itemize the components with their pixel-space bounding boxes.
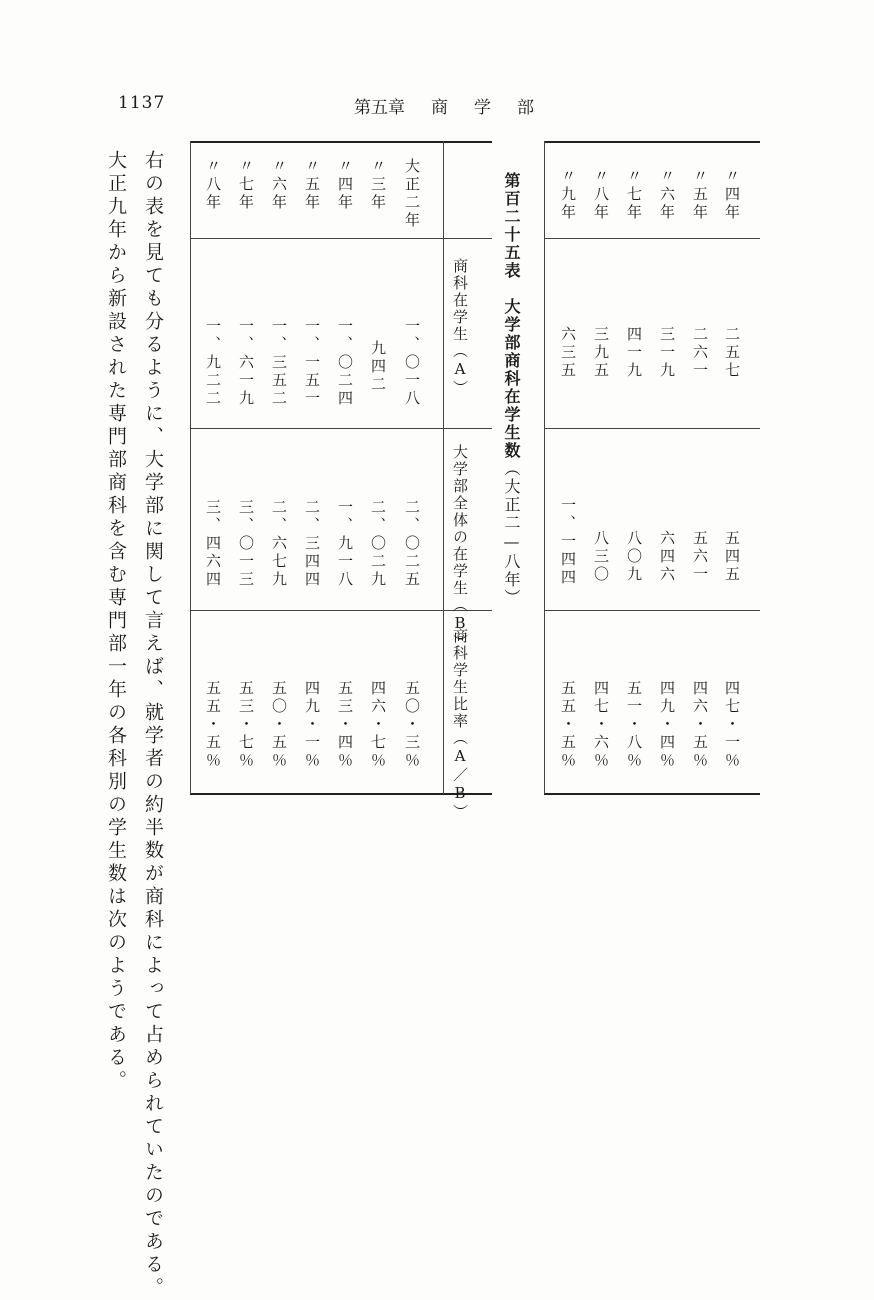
table-caption-period: （大正二—八年） xyxy=(502,460,521,607)
b-cell: 二、〇二九 xyxy=(369,499,387,589)
b-cell: 八〇九 xyxy=(625,530,643,584)
chapter-label: 第五章 xyxy=(354,98,405,118)
ratio-cell: 五〇・五％ xyxy=(270,680,288,770)
page-number: 1137 xyxy=(118,93,166,113)
year-cell: 〃五年 xyxy=(303,158,321,212)
row-divider-a xyxy=(544,428,760,429)
table-caption-main: 第百二十五表 大学部商科在学生数 xyxy=(502,172,521,460)
b-cell: 五四五 xyxy=(723,530,741,584)
body-paragraph-line: 右の表を見ても分るように、大学部に関して言えば、就学者の約半数が商科によって占められていたのである。 xyxy=(142,150,164,1300)
ratio-cell: 四九・四％ xyxy=(658,680,676,770)
a-cell: 一、〇一八 xyxy=(403,318,421,408)
header-a: 商科在学生（A） xyxy=(451,258,469,397)
row-divider-b xyxy=(190,610,492,611)
row-divider-year xyxy=(544,238,760,239)
year-cell: 〃三年 xyxy=(369,158,387,212)
year-cell: 〃七年 xyxy=(237,158,255,212)
header-ratio: 商科学生比率（A／B） xyxy=(451,628,469,821)
year-cell: 〃八年 xyxy=(592,168,610,222)
ratio-cell: 四七・一％ xyxy=(723,680,741,770)
table-left-bottom-rule xyxy=(190,793,492,795)
year-cell: 〃八年 xyxy=(204,158,222,212)
year-cell: 〃七年 xyxy=(625,168,643,222)
b-cell: 三、四六四 xyxy=(204,499,222,589)
b-cell: 五六一 xyxy=(691,530,709,584)
running-head xyxy=(354,93,534,118)
ratio-cell: 五三・四％ xyxy=(336,680,354,770)
a-cell: 四一九 xyxy=(625,326,643,380)
year-cell: 〃四年 xyxy=(723,168,741,222)
ratio-cell: 四九・一％ xyxy=(303,680,321,770)
a-cell: 一、〇二四 xyxy=(336,318,354,408)
row-divider-b xyxy=(544,610,760,611)
b-cell: 二、六七九 xyxy=(270,499,288,589)
ratio-cell: 五五・五％ xyxy=(559,680,577,770)
b-cell: 二、〇二五 xyxy=(403,499,421,589)
table-caption xyxy=(500,172,523,607)
a-cell: 一、一五一 xyxy=(303,318,321,408)
b-cell: 一、九一八 xyxy=(336,499,354,589)
row-divider-year xyxy=(190,238,492,239)
b-cell: 六四六 xyxy=(658,530,676,584)
a-cell: 二六一 xyxy=(691,326,709,380)
b-cell: 一、一四四 xyxy=(559,497,577,587)
chapter-title-char-1: 商 xyxy=(431,98,448,118)
header-b: 大学部全体の在学生（B） xyxy=(451,444,469,651)
year-cell: 〃九年 xyxy=(559,168,577,222)
year-cell: 〃五年 xyxy=(691,168,709,222)
b-cell: 三、〇一三 xyxy=(237,499,255,589)
ratio-cell: 五五・五％ xyxy=(204,680,222,770)
ratio-cell: 五〇・三％ xyxy=(403,680,421,770)
b-cell: 八三〇 xyxy=(592,530,610,584)
row-divider-a xyxy=(190,428,492,429)
ratio-cell: 五三・七％ xyxy=(237,680,255,770)
year-cell: 大正二年 xyxy=(403,158,421,230)
ratio-cell: 四六・五％ xyxy=(691,680,709,770)
ratio-cell: 四七・六％ xyxy=(592,680,610,770)
a-cell: 一、九二二 xyxy=(204,318,222,408)
table-right-bottom-rule xyxy=(544,793,760,795)
chapter-title-char-3: 部 xyxy=(517,98,534,118)
year-cell: 〃六年 xyxy=(270,158,288,212)
chapter-title-char-2: 学 xyxy=(474,98,491,118)
a-cell: 六三五 xyxy=(559,326,577,380)
year-cell: 〃六年 xyxy=(658,168,676,222)
body-paragraph-line: 大正九年から新設された専門部商科を含む専門部一年の各科別の学生数は次のようである。 xyxy=(105,150,127,1093)
a-cell: 二五七 xyxy=(723,326,741,380)
b-cell: 二、三四四 xyxy=(303,499,321,589)
a-cell: 一、六一九 xyxy=(237,318,255,408)
table-left-top-rule xyxy=(190,141,492,143)
a-cell: 三九五 xyxy=(592,326,610,380)
year-cell: 〃四年 xyxy=(336,158,354,212)
table-right-top-rule xyxy=(544,141,760,143)
a-cell: 三一九 xyxy=(658,326,676,380)
ratio-cell: 五一・八％ xyxy=(625,680,643,770)
a-cell: 一、三五二 xyxy=(270,318,288,408)
ratio-cell: 四六・七％ xyxy=(369,680,387,770)
a-cell: 九四二 xyxy=(369,340,387,394)
